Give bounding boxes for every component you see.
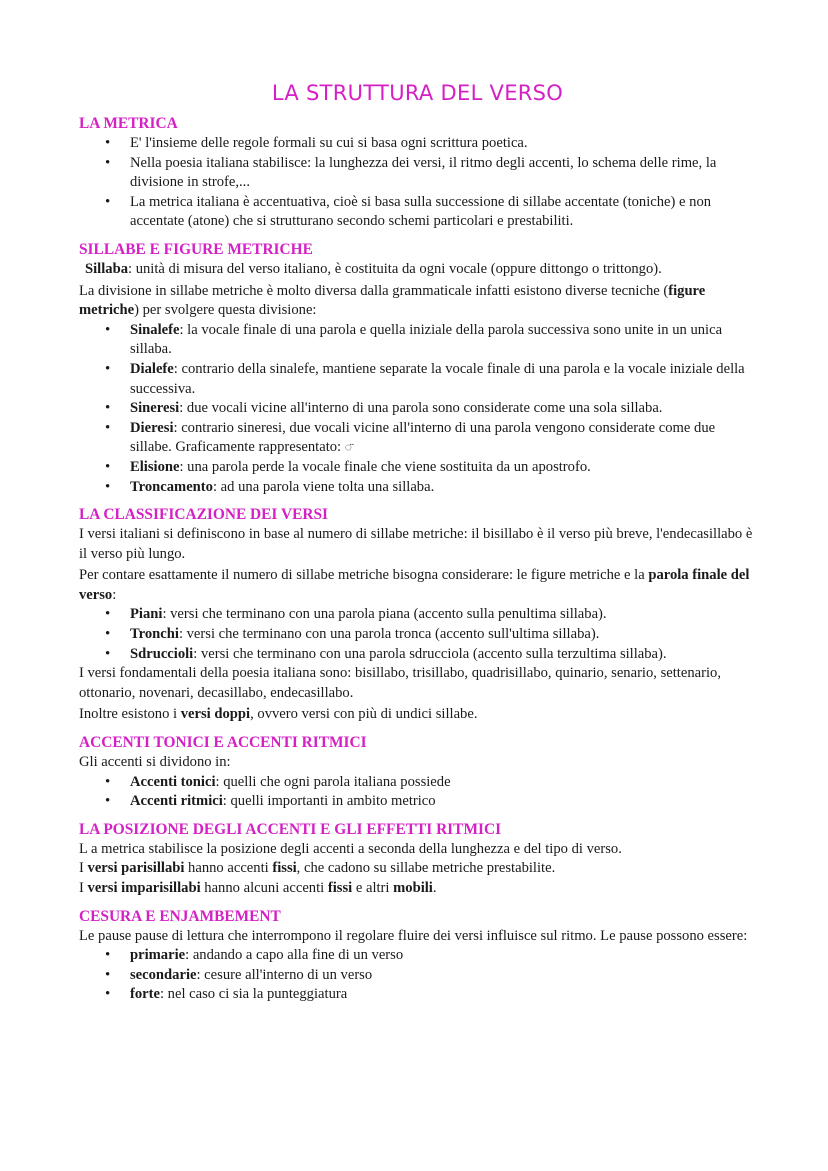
dieresis-symbol: ◌̈ (344, 440, 352, 455)
list-item (130, 321, 756, 360)
list-item (130, 773, 756, 793)
term: mobili (393, 880, 433, 896)
section-heading: ACCENTI TONICI E ACCENTI RITMICI (79, 734, 367, 752)
term: Dialefe (130, 360, 174, 377)
list-item (130, 792, 756, 812)
bullet-list (79, 773, 756, 812)
term: Sinalefe (130, 321, 180, 338)
term: Tronchi (130, 626, 179, 643)
text: : versi che terminano con una parola piana (accento sulla penultima sillaba). (162, 606, 607, 623)
text: : versi che terminano con una parola sdrucciola (accento sulla terzultima sillaba). (193, 645, 667, 662)
list-item (130, 458, 756, 478)
text: Inoltre esistono i (79, 706, 181, 723)
definition-paragraph (79, 260, 756, 280)
term: versi parisillabi (87, 860, 185, 877)
section-posizione (79, 820, 756, 899)
section-heading: LA CLASSIFICAZIONE DEI VERSI (79, 506, 329, 524)
term: Accenti tonici (130, 773, 216, 790)
list-item (130, 399, 756, 419)
list-item (130, 966, 756, 986)
paragraph: Gli accenti si dividono in: (79, 754, 231, 771)
text: : nel caso ci sia la punteggiatura (159, 986, 348, 1003)
list-item: • Nella poesia italiana stabilisce: la lunghezza dei versi, il ritmo degli accenti, lo schema delle rime, la divisione in strofe,... (130, 154, 756, 193)
list-item (130, 419, 756, 458)
text: : cesure all'interno di un verso (196, 966, 373, 983)
text: : ad una parola viene tolta una sillaba. (212, 478, 435, 495)
list-item (130, 625, 756, 645)
text: : (112, 586, 117, 603)
section-heading: CESURA E ENJAMBEMENT (79, 907, 281, 925)
section-heading: SILLABE E FIGURE METRICHE (79, 240, 313, 258)
term: Piani (130, 606, 163, 623)
term: fissi (327, 880, 353, 896)
text: : andando a capo alla fine di un verso (185, 947, 404, 964)
bullet-list (79, 946, 756, 1005)
bullet-list (79, 605, 756, 664)
bullet-list (79, 321, 756, 497)
text: : una parola perde la vocale finale che viene sostituita da un apostrofo. (179, 458, 591, 475)
list-item (130, 645, 756, 665)
text: Per contare esattamente il numero di sillabe metriche bisogna considerare: le figure metriche e la (79, 567, 649, 584)
text: : quelli importanti in ambito metrico (222, 793, 436, 810)
section-heading: LA METRICA (79, 115, 178, 132)
list-item: • E' l'insieme delle regole formali su cui si basa ogni scrittura poetica. (130, 134, 756, 154)
text: : due vocali vicine all'interno di una parola sono considerate come una sola sillaba. (179, 400, 663, 417)
term: Dieresi (130, 419, 174, 436)
paragraph: I versi fondamentali della poesia italiana sono: bisillabo, trisillabo, quadrisillabo, quinario, senario, settenario, ottonario, novenari, decasillabo, endecasillabo. (79, 665, 721, 701)
text: , che cadono su sillabe metriche prestabilite. (296, 860, 556, 877)
text: La divisione in sillabe metriche è molto diversa dalla grammaticale infatti esistono diverse tecniche ( (79, 282, 669, 299)
page-title: LA STRUTTURA DEL VERSO (271, 81, 564, 105)
term: fissi (272, 860, 297, 877)
section-sillabe (79, 240, 756, 497)
term: Sillaba (85, 260, 128, 277)
term: versi doppi (180, 706, 251, 723)
paragraph (79, 859, 756, 879)
text: hanno accenti (184, 860, 273, 877)
text: : contrario sineresi, due vocali vicine all'interno di una parola vengono considerate come due sillabe. Graficamente rappresentato: (130, 419, 716, 456)
term: Elisione (130, 458, 180, 475)
section-accenti (79, 733, 756, 812)
section-heading: LA POSIZIONE DEGLI ACCENTI E GLI EFFETTI RITMICI (79, 820, 502, 838)
list-item (130, 478, 756, 498)
term: versi imparisillabi (87, 880, 201, 896)
term: forte (130, 986, 160, 1003)
section-metrica (79, 114, 756, 232)
paragraph: I versi italiani si definiscono in base al numero di sillabe metriche: il bisillabo è il verso più breve, l'endecasillabo è il verso più lungo. (79, 526, 753, 562)
paragraph: L a metrica stabilisce la posizione degli accenti a seconda della lunghezza e del tipo di verso. (79, 840, 622, 857)
text: I (79, 860, 88, 877)
term: Accenti ritmici (130, 793, 223, 810)
list-item (130, 360, 756, 399)
term: secondarie (130, 966, 197, 983)
text: , ovvero versi con più di undici sillabe. (250, 706, 478, 723)
section-cesura (79, 907, 756, 1005)
paragraph (79, 566, 756, 605)
text: hanno alcuni accenti (200, 880, 328, 896)
term: Sineresi (130, 400, 180, 417)
text: : unità di misura del verso italiano, è costituita da ogni vocale (oppure dittongo o trittongo). (128, 260, 662, 277)
paragraph (79, 879, 756, 899)
text: : contrario della sinalefe, mantiene separate la vocale finale di una parola e la vocale iniziale della successiva. (130, 360, 745, 397)
term: Sdruccioli (130, 645, 194, 662)
list-item: • La metrica italiana è accentuativa, cioè si basa sulla successione di sillabe accentate (toniche) e non accentate (atone) che si strutturano secondo schemi particolari e prestabiliti. (130, 193, 756, 232)
section-classificazione (79, 505, 756, 725)
text: : quelli che ogni parola italiana possiede (215, 773, 451, 790)
list-item (130, 946, 756, 966)
list-item (130, 985, 756, 1005)
paragraph (79, 705, 756, 725)
bullet-list (79, 134, 756, 232)
text: ) per svolgere questa divisione: (134, 302, 317, 319)
paragraph (79, 282, 756, 321)
term: parola finale del verso (79, 567, 750, 603)
paragraph: Le pause pause di lettura che interrompono il regolare fluire dei versi influisce sul ritmo. Le pause possono essere: (79, 927, 748, 944)
list-item (130, 605, 756, 625)
term: figure metriche (79, 282, 706, 319)
term: primarie (130, 947, 186, 964)
text: : la vocale finale di una parola e quella iniziale della parola successiva sono unite in un unica sillaba. (130, 321, 723, 358)
text: e altri (352, 880, 394, 896)
term: Troncamento (130, 478, 213, 495)
text: I (79, 880, 88, 896)
text: : versi che terminano con una parola tronca (accento sull'ultima sillaba). (178, 626, 600, 643)
text: . (432, 880, 437, 896)
